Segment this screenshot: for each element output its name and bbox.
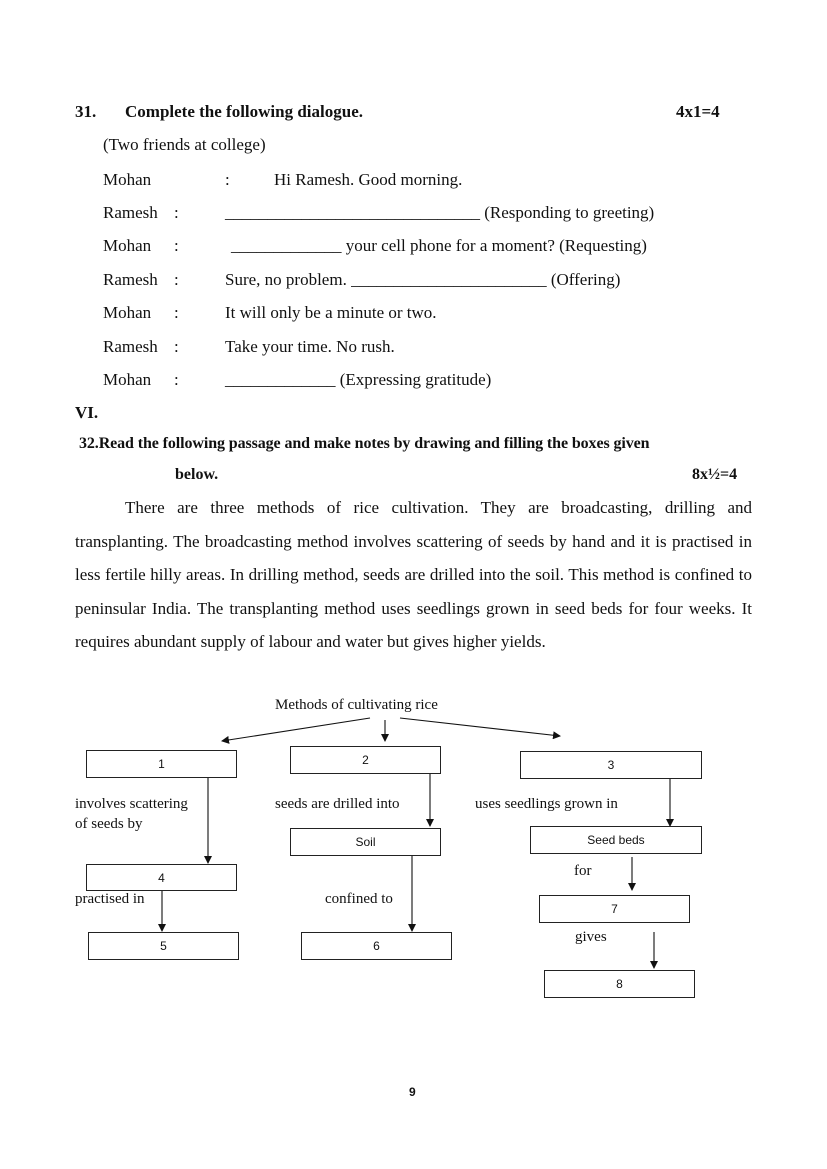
question-title: Complete the following dialogue. — [125, 102, 363, 121]
answer-box-8: 8 — [544, 970, 695, 998]
label-practised-in: practised in — [75, 891, 145, 907]
answer-box-2: 2 — [290, 746, 441, 774]
speaker: Mohan — [103, 303, 152, 322]
passage-text: There are three methods of rice cultivation. They are broadcasting, drilling and transplanting. The broadcasting method involves scattering of seeds by hand and it is practised in less fertile hilly areas. In drilling method, seeds are drilled into the soil. This method is confined to peninsular India. The transplanting method uses seedlings grown in seed beds for four weeks. It requires abundant supply of labour and water but gives higher yields. — [75, 498, 752, 652]
label-involves-scattering: involves scattering — [75, 796, 188, 812]
speaker: Ramesh — [103, 337, 158, 356]
answer-box-3: 3 — [520, 751, 702, 779]
speaker-colon: : — [174, 370, 179, 389]
box-soil: Soil — [290, 828, 441, 856]
box-seed-beds: Seed beds — [530, 826, 702, 854]
speaker-colon: : — [174, 203, 179, 222]
dialogue-line: ______________________________ (Responding to greeting) — [225, 203, 655, 222]
question-marks: 4x1=4 — [676, 102, 720, 121]
diagram-title: Methods of cultivating rice — [275, 697, 438, 713]
speaker-colon: : — [174, 270, 179, 289]
speaker: Ramesh — [103, 203, 158, 222]
label-gives: gives — [575, 929, 607, 945]
dialogue-line: _____________ your cell phone for a moment? (Requesting) — [231, 236, 647, 255]
speaker: Mohan — [103, 370, 152, 389]
speaker: Mohan — [103, 170, 152, 189]
speaker: Mohan — [103, 236, 152, 255]
label-of-seeds-by: of seeds by — [75, 816, 143, 832]
question-32-heading: 32.Read the following passage and make notes by drawing and filling the boxes given — [79, 435, 650, 452]
label-for: for — [574, 863, 592, 879]
question-number: 31. — [75, 102, 97, 121]
question-32-marks: 8x½=4 — [692, 466, 738, 483]
section-number: VI. — [75, 403, 99, 422]
dialogue-line: Take your time. No rush. — [225, 337, 395, 356]
speaker-colon: : — [174, 337, 179, 356]
dialogue-line: Hi Ramesh. Good morning. — [274, 170, 463, 189]
speaker-colon: : — [174, 303, 179, 322]
speaker-colon: : — [225, 170, 230, 189]
page-number: 9 — [409, 1085, 416, 1099]
answer-box-7: 7 — [539, 895, 690, 923]
arrow-to-box-3 — [400, 718, 560, 736]
label-seeds-drilled: seeds are drilled into — [275, 796, 400, 812]
speaker: Ramesh — [103, 270, 158, 289]
answer-box-4: 4 — [86, 864, 237, 891]
dialogue-context: (Two friends at college) — [103, 135, 266, 154]
speaker-colon: : — [174, 236, 179, 255]
dialogue-line: Sure, no problem. _______________________ (Offering) — [225, 270, 621, 289]
label-uses-seedlings: uses seedlings grown in — [475, 796, 618, 812]
dialogue-line: _____________ (Expressing gratitude) — [225, 370, 492, 389]
answer-box-1: 1 — [86, 750, 237, 778]
answer-box-5: 5 — [88, 932, 239, 960]
question-32-heading-cont: below. — [175, 466, 219, 483]
arrow-to-box-1 — [222, 718, 370, 741]
dialogue-line: It will only be a minute or two. — [225, 303, 437, 322]
answer-box-6: 6 — [301, 932, 452, 960]
label-confined-to: confined to — [325, 891, 393, 907]
